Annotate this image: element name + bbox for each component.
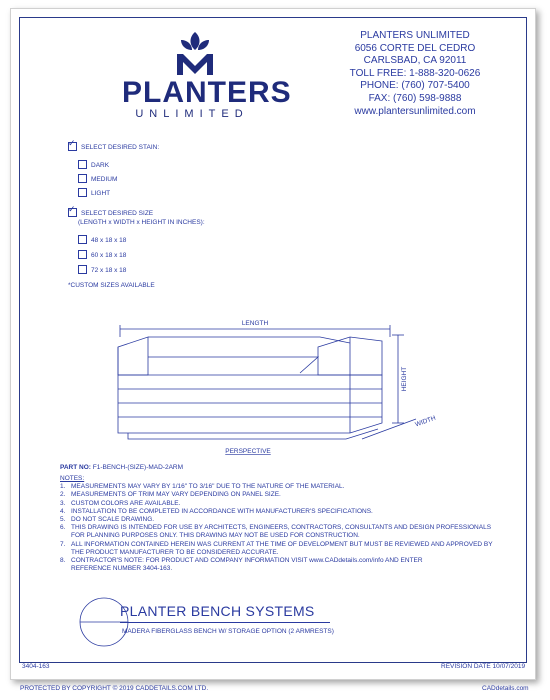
revision-date: REVISION DATE 10/07/2019	[441, 663, 526, 670]
note-number: 8.	[60, 557, 66, 565]
title-underline	[120, 622, 330, 623]
note-text: INSTALLATION TO BE COMPLETED IN ACCORDANCE WITH MANUFACTURER'S SPECIFICATIONS.	[71, 507, 373, 515]
note-number: 6.	[60, 524, 66, 532]
note-text: THIS DRAWING IS INTENDED FOR USE BY ARCHITECTS, ENGINEERS, CONTRACTORS, CONSULTANTS AND DESIGN PROFESSIONALS	[71, 524, 492, 532]
size-heading: SELECT DESIRED SIZE	[81, 210, 154, 218]
note-text: CUSTOM COLORS ARE AVAILABLE.	[71, 499, 181, 507]
stain-option-medium[interactable]: MEDIUM	[78, 175, 117, 184]
perspective-label: PERSPECTIVE	[225, 448, 271, 455]
size-option-48[interactable]: 48 x 18 x 18	[78, 236, 126, 245]
copyright-notice: PROTECTED BY COPYRIGHT © 2019 CADDETAILS.COM LTD.	[20, 685, 209, 692]
height-label: HEIGHT	[401, 366, 408, 392]
company-phone: PHONE: (760) 707-5400	[360, 80, 470, 92]
caddetails-brand[interactable]: CADdetails.com	[482, 685, 529, 692]
logo-wordmark: PLANTERS	[122, 76, 292, 109]
note-item	[60, 541, 500, 549]
note-item	[60, 483, 500, 491]
stain-heading-checkbox[interactable]	[68, 138, 77, 151]
note-number: 4.	[60, 507, 66, 515]
note-item	[60, 524, 500, 532]
checkbox[interactable]	[78, 160, 87, 169]
planters-logo-icon	[172, 28, 218, 78]
stain-option-light[interactable]: LIGHT	[78, 189, 110, 198]
note-text: MEASUREMENTS MAY VARY BY 1/16" TO 3/16" DUE TO THE NATURE OF THE MATERIAL.	[71, 483, 345, 491]
checkbox[interactable]	[78, 174, 87, 183]
note-text: ALL INFORMATION CONTAINED HEREIN WAS CURRENT AT THE TIME OF DEVELOPMENT BUT MUST BE REVIEWED AND APPROVED BY	[71, 540, 493, 548]
note-item	[60, 532, 500, 540]
checkbox[interactable]	[78, 188, 87, 197]
note-text: FOR PLANNING PURPOSES ONLY. THIS DRAWING MAY NOT BE USED FOR CONSTRUCTION.	[71, 532, 360, 540]
size-subheading: (LENGTH x WIDTH x HEIGHT IN INCHES):	[78, 219, 205, 226]
note-number: 2.	[60, 491, 66, 499]
checkmark-icon: ✓	[68, 138, 76, 148]
note-number: 1.	[60, 483, 66, 491]
notes-list	[60, 483, 500, 573]
note-item	[60, 557, 500, 565]
length-label: LENGTH	[241, 320, 269, 327]
checkmark-icon: ✓	[68, 204, 76, 214]
note-item	[60, 549, 500, 557]
size-heading-row	[68, 204, 154, 218]
notes-section	[60, 475, 500, 573]
company-website[interactable]: www.plantersunlimited.com	[354, 105, 476, 117]
custom-sizes-note: *CUSTOM SIZES AVAILABLE	[68, 282, 155, 289]
company-address-line1: 6056 CORTE DEL CEDRO	[354, 42, 476, 54]
note-text: DO NOT SCALE DRAWING.	[71, 516, 155, 524]
part-number-label: PART NO:	[60, 464, 91, 471]
reference-number: 3404-163	[22, 663, 50, 670]
note-text: CONTRACTOR'S NOTE: FOR PRODUCT AND COMPANY INFORMATION VISIT www.CADdetails.com/info AND ENTER	[71, 557, 423, 565]
company-name: PLANTERS UNLIMITED	[360, 30, 470, 41]
note-number: 3.	[60, 499, 66, 507]
note-item	[60, 491, 500, 499]
stain-heading-row	[68, 138, 160, 152]
note-item	[60, 508, 500, 516]
size-option-60[interactable]: 60 x 18 x 18	[78, 251, 126, 260]
company-info	[330, 30, 500, 118]
note-text: MEASUREMENTS OF TRIM MAY VARY DEPENDING ON PANEL SIZE.	[71, 491, 281, 499]
width-label: WIDTH	[414, 414, 437, 429]
notes-heading: NOTES:	[60, 475, 85, 482]
note-number: 5.	[60, 516, 66, 524]
note-number: 7.	[60, 540, 66, 548]
part-number	[60, 464, 183, 471]
company-address-line2: CARLSBAD, CA 92011	[363, 55, 467, 67]
note-item	[60, 500, 500, 508]
note-item	[60, 516, 500, 524]
checkbox[interactable]	[78, 250, 87, 259]
note-item	[60, 565, 500, 573]
bench-perspective-drawing	[100, 315, 450, 460]
checkbox[interactable]	[78, 265, 87, 274]
note-text: THE PRODUCT MANUFACTURER TO BE CONSIDERED ACCURATE.	[71, 548, 279, 556]
company-fax: FAX: (760) 598-9888	[368, 92, 462, 104]
title-subtitle: MADERA FIBERGLASS BENCH W/ STORAGE OPTION (2 ARMRESTS)	[122, 628, 334, 635]
size-option-72[interactable]: 72 x 18 x 18	[78, 266, 126, 275]
checkbox[interactable]	[78, 235, 87, 244]
company-toll-free: TOLL FREE: 1-888-320-0626	[349, 67, 481, 79]
size-heading-checkbox[interactable]	[68, 204, 77, 217]
title-main: PLANTER BENCH SYSTEMS	[120, 603, 315, 619]
stain-heading: SELECT DESIRED STAIN:	[81, 144, 160, 152]
note-text: REFERENCE NUMBER 3404-163.	[71, 565, 173, 573]
part-number-value: F1-BENCH-(SIZE)-MAD-2ARM	[92, 464, 184, 471]
stain-option-dark[interactable]: DARK	[78, 161, 109, 170]
logo-subtitle: UNLIMITED	[135, 108, 249, 120]
